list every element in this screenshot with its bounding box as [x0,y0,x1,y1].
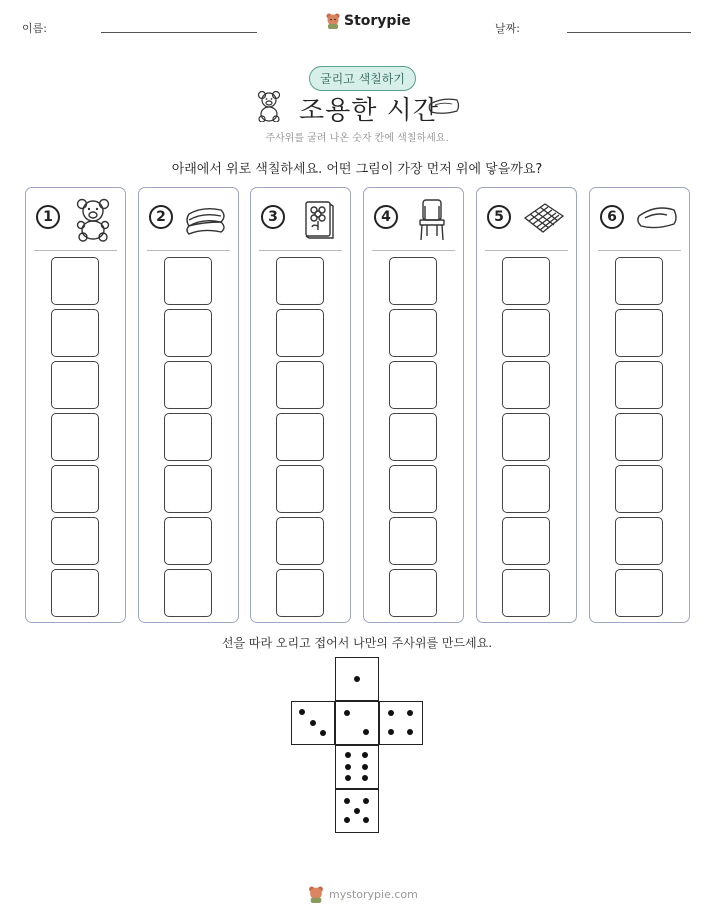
footer-bear-icon [308,886,324,903]
track-column [476,187,577,623]
column-number: 3 [261,205,285,229]
color-cell[interactable] [502,517,550,565]
color-cell[interactable] [615,569,663,617]
name-label: 이름: [22,22,47,35]
dice-pip [407,729,413,735]
color-cell[interactable] [276,361,324,409]
dice-pip [363,729,369,735]
dice-pip [388,729,394,735]
dice-pip [344,798,350,804]
dice-pip [362,752,368,758]
brand-logo [326,13,411,29]
column-divider [372,250,455,251]
column-divider [485,250,568,251]
color-cell[interactable] [276,465,324,513]
dice-face [291,701,335,745]
color-cell[interactable] [164,309,212,357]
dice-face [379,701,423,745]
color-cell[interactable] [51,309,99,357]
column-number: 5 [487,205,511,229]
color-cell[interactable] [276,309,324,357]
dice-pip [363,798,369,804]
dice-pip [388,710,394,716]
color-cell[interactable] [276,569,324,617]
dice-face [335,657,379,701]
color-cell[interactable] [51,257,99,305]
footer [308,886,418,903]
color-cell[interactable] [389,413,437,461]
color-cell[interactable] [276,413,324,461]
column-divider [259,250,342,251]
color-cell[interactable] [502,361,550,409]
dice-pip [344,817,350,823]
color-cell[interactable] [164,569,212,617]
dice-pip [363,817,369,823]
color-cell[interactable] [502,413,550,461]
dice-face [335,789,379,833]
track-column [363,187,464,623]
color-cell[interactable] [502,465,550,513]
dice-pip [344,710,350,716]
color-cell[interactable] [615,309,663,357]
color-cell[interactable] [164,257,212,305]
dice-pip [320,730,326,736]
dice-pip [407,710,413,716]
track-column [250,187,351,623]
waffle-mat-icon [521,196,567,242]
color-cell[interactable] [51,465,99,513]
brand-name: Storypie [344,13,411,29]
color-cell[interactable] [51,569,99,617]
color-cell[interactable] [389,257,437,305]
track-column [589,187,690,623]
color-cell[interactable] [615,517,663,565]
color-cell[interactable] [164,517,212,565]
column-number: 4 [374,205,398,229]
color-cell[interactable] [389,517,437,565]
activity-badge: 굴리고 색칠하기 [309,66,416,91]
date-line[interactable] [567,32,691,33]
dice-face [335,701,379,745]
color-cell[interactable] [164,413,212,461]
color-cell[interactable] [615,465,663,513]
dice-face [335,745,379,789]
color-cell[interactable] [164,465,212,513]
pillow-title-icon [427,96,461,116]
dice-pip [345,752,351,758]
color-cell[interactable] [389,309,437,357]
color-cell[interactable] [51,413,99,461]
column-number: 1 [36,205,60,229]
dice-pip [354,676,360,682]
teddy-bear-title-icon [254,90,284,122]
page-title: 조용한 시간 [299,96,439,126]
column-number: 6 [600,205,624,229]
color-cell[interactable] [389,361,437,409]
pillow-icon [634,196,680,242]
dice-pip [362,775,368,781]
instruction-text: 아래에서 위로 색칠하세요. 어떤 그림이 가장 먼저 위에 닿을까요? [171,162,543,177]
folded-blanket-icon [183,196,229,242]
chair-icon [408,196,454,242]
track-column [138,187,239,623]
date-label: 날짜: [495,22,520,35]
color-cell[interactable] [276,517,324,565]
dice-pip [299,709,305,715]
brand-bear-icon [326,13,340,29]
footer-url: mystorypie.com [329,888,418,901]
track-column [25,187,126,623]
dice-pip [354,808,360,814]
color-cell[interactable] [276,257,324,305]
dice-pip [310,720,316,726]
dice-pip [345,764,351,770]
picture-book-icon [295,196,341,242]
color-cell[interactable] [51,361,99,409]
name-line[interactable] [101,32,257,33]
color-cell[interactable] [615,413,663,461]
color-cell[interactable] [502,309,550,357]
color-cell[interactable] [615,361,663,409]
dice-pip [345,775,351,781]
color-cell[interactable] [502,569,550,617]
dice-pip [362,764,368,770]
dice-instruction: 선을 따라 오리고 접어서 나만의 주사위를 만드세요. [221,636,493,650]
color-cell[interactable] [615,257,663,305]
color-cell[interactable] [389,569,437,617]
color-cell[interactable] [502,257,550,305]
column-divider [147,250,230,251]
column-divider [598,250,681,251]
color-cell[interactable] [389,465,437,513]
color-cell[interactable] [164,361,212,409]
column-number: 2 [149,205,173,229]
column-divider [34,250,117,251]
color-cell[interactable] [51,517,99,565]
page-subtitle: 주사위를 굴려 나온 숫자 칸에 색칠하세요. [265,133,449,144]
teddy-bear-icon [70,196,116,242]
